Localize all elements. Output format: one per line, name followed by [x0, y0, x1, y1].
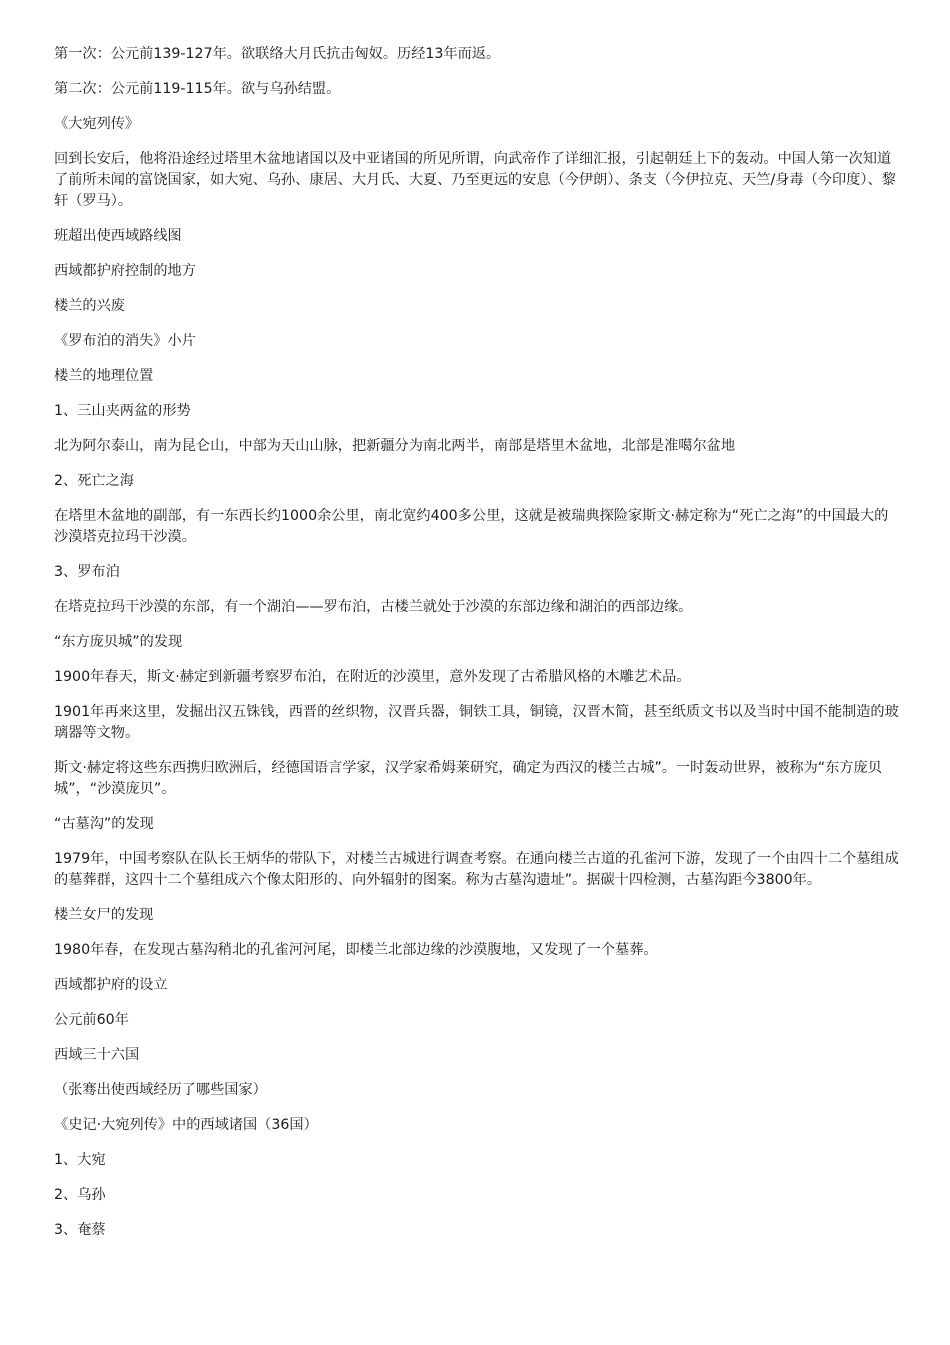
paragraph-death-sea-text: 在塔里木盆地的副部，有一东西长约1000余公里，南北宽约400多公里，这就是被瑞典探险家斯文·赫定称为“死亡之海”的中国最大的沙漠塔克拉玛干沙漠。 — [54, 508, 889, 545]
paragraph-1979-text: 1979年，中国考察队在队长王炳华的带队下，对楼兰古城进行调查考察。在通向楼兰古道的孔雀河下游，发现了一个由四十二个墓组成的墓葬群，这四十二个墓组成六个像太阳形的、向外辐射的图案。称为古墓沟遗址”。据碳十四检测，古墓沟距今3800年。 — [54, 851, 899, 888]
paragraph-dayuan-title: 《大宛列传》 — [54, 116, 140, 132]
paragraph-heading-mountains: 1、三山夹两盆的形势 — [54, 403, 191, 419]
list-item-dayuan: 1、大宛 — [54, 1152, 106, 1168]
paragraph-shiji-states: 《史记·大宛列传》中的西域诸国（36国） — [54, 1117, 318, 1133]
paragraph-heading-mummy: 楼兰女尸的发现 — [54, 907, 154, 923]
paragraph-1901-text: 1901年再来这里，发掘出汉五铢钱，西晋的丝织物，汉晋兵器，铜铁工具，铜镜，汉晋木简，甚至纸质文书以及当时中国不能制造的玻璃器等文物。 — [54, 704, 899, 741]
list-item-wusun: 2、乌孙 — [54, 1187, 106, 1203]
paragraph-mountains-text: 北为阿尔泰山，南为昆仑山，中部为天山山脉，把新疆分为南北两半，南部是塔里木盆地，北部是准噶尔盆地 — [54, 438, 736, 454]
paragraph-heading-pompeii: “东方庞贝城”的发现 — [54, 634, 183, 650]
paragraph-36-states: 西域三十六国 — [54, 1047, 140, 1063]
paragraph-protectorate-area: 西域都护府控制的地方 — [54, 263, 196, 279]
paragraph-second-mission: 第二次：公元前119-115年。欲与乌孙结盟。 — [54, 81, 341, 97]
paragraph-hedin-europe-text: 斯文·赫定将这些东西携归欧洲后，经德国语言学家，汉学家希姆莱研究，确定为西汉的楼兰古城”。一时轰动世界，被称为“东方庞贝城”，“沙漠庞贝”。 — [54, 760, 882, 797]
paragraph-heading-death-sea: 2、死亡之海 — [54, 473, 134, 489]
list-item-yancai: 3、奄蔡 — [54, 1222, 106, 1238]
paragraph-loulan-location: 楼兰的地理位置 — [54, 368, 154, 384]
paragraph-return-report: 回到长安后，他将沿途经过塔里木盆地诸国以及中亚诸国的所见所谓，向武帝作了详细汇报，引起朝廷上下的轰动。中国人第一次知道了前所未闻的富饶国家，如大宛、乌孙、康居、大月氏、大夏、乃至更远的安息（今伊朗）、条支（今伊拉克、天竺/身毒（今印度）、黎轩（罗马）。 — [54, 151, 896, 209]
paragraph-lopnur-text: 在塔克拉玛干沙漠的东部，有一个湖泊——罗布泊，古楼兰就处于沙漠的东部边缘和湖泊的西部边缘。 — [54, 599, 693, 615]
paragraph-1900-text: 1900年春天，斯文·赫定到新疆考察罗布泊，在附近的沙漠里，意外发现了古希腊风格的木雕艺术品。 — [54, 669, 691, 685]
paragraph-heading-lopnur: 3、罗布泊 — [54, 564, 120, 580]
paragraph-1980-text: 1980年春，在发现古墓沟稍北的孔雀河河尾，即楼兰北部边缘的沙漠腹地，又发现了一个墓葬。 — [54, 942, 658, 958]
paragraph-banchao-route: 班超出使西域路线图 — [54, 228, 182, 244]
paragraph-heading-tomb-gully: “古墓沟”的发现 — [54, 816, 154, 832]
paragraph-60bc: 公元前60年 — [54, 1012, 129, 1028]
paragraph-zhangqian-question: （张骞出使西域经历了哪些国家） — [54, 1082, 267, 1098]
paragraph-first-mission: 第一次：公元前139-127年。欲联络大月氏抗击匈奴。历经13年而返。 — [54, 46, 501, 62]
paragraph-loulan-rise-fall: 楼兰的兴废 — [54, 298, 125, 314]
paragraph-protectorate-setup: 西域都护府的设立 — [54, 977, 168, 993]
paragraph-lopnur-film: 《罗布泊的消失》小片 — [54, 333, 196, 349]
